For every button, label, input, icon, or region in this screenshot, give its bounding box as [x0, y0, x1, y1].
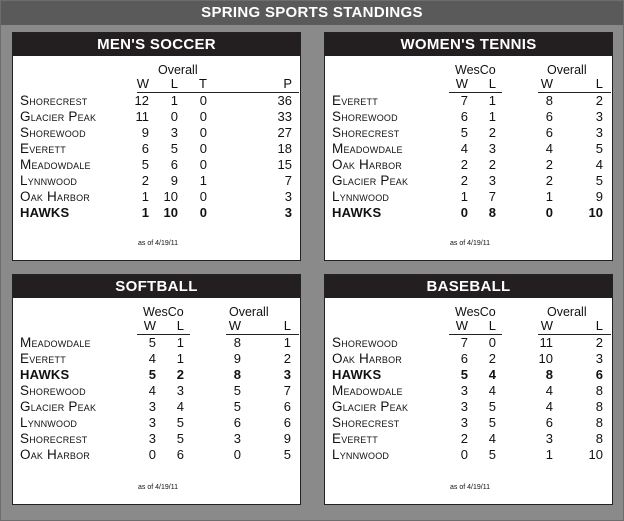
team-name: Shorewood — [332, 335, 398, 350]
stat-cell: 5 — [233, 399, 241, 414]
stat-cell: 0 — [233, 447, 241, 462]
panel-title: SOFTBALL — [13, 275, 300, 298]
stat-cell: 4 — [488, 383, 496, 398]
stat-cell: 8 — [595, 431, 603, 446]
stat-cell: 27 — [277, 125, 292, 140]
team-name: Lynnwood — [332, 189, 390, 204]
stat-cell: 8 — [233, 335, 241, 350]
stat-cell: 1 — [488, 109, 496, 124]
team-name: Shorewood — [20, 383, 86, 398]
team-name: Meadowdale — [20, 157, 91, 172]
column-header: L — [170, 76, 178, 91]
team-name: Oak Harbor — [20, 447, 91, 462]
column-header: L — [595, 76, 603, 91]
stat-cell: 4 — [488, 431, 496, 446]
stat-cell: 6 — [545, 415, 553, 430]
panel-mens-soccer — [12, 32, 301, 261]
stat-cell: 1 — [176, 335, 184, 350]
table-row — [325, 141, 612, 157]
column-header: T — [199, 76, 207, 91]
stat-cell: 8 — [595, 399, 603, 414]
stat-cell: 5 — [460, 367, 468, 382]
stat-cell: 3 — [545, 431, 553, 446]
column-header: W — [540, 318, 553, 333]
column-header: W — [143, 318, 156, 333]
stat-cell: 11 — [135, 109, 149, 124]
standings-table — [13, 56, 300, 260]
stat-cell: 0 — [170, 109, 178, 124]
stat-cell: 7 — [284, 173, 292, 188]
stat-cell: 2 — [141, 173, 149, 188]
stat-cell: 10 — [588, 447, 603, 462]
stat-cell: 2 — [488, 125, 496, 140]
team-name: Shorecrest — [332, 415, 400, 430]
team-name: HAWKS — [332, 367, 382, 382]
stat-cell: 10 — [163, 189, 178, 204]
table-row — [13, 335, 300, 351]
stat-cell: 5 — [176, 415, 184, 430]
stat-cell: 7 — [460, 93, 468, 108]
team-name: Lynnwood — [20, 173, 78, 188]
table-row — [13, 351, 300, 367]
team-name: Glacier Peak — [20, 399, 97, 414]
stat-cell: 4 — [545, 399, 553, 414]
stat-cell: 5 — [148, 335, 156, 350]
panel-title: MEN'S SOCCER — [13, 33, 300, 56]
table-row — [325, 399, 612, 415]
table-row — [325, 383, 612, 399]
table-row — [325, 109, 612, 125]
table-row — [13, 109, 300, 125]
stat-cell: 1 — [199, 173, 207, 188]
stat-cell: 2 — [595, 93, 603, 108]
stat-cell: 4 — [545, 141, 553, 156]
column-group-header: Overall — [158, 63, 198, 77]
stat-cell: 1 — [170, 93, 178, 108]
stat-cell: 3 — [148, 431, 156, 446]
table-row — [325, 93, 612, 109]
team-name: Everett — [20, 141, 66, 156]
team-name: Shorewood — [20, 125, 86, 140]
stat-cell: 4 — [148, 351, 156, 366]
table-row — [13, 205, 300, 221]
table-row — [325, 157, 612, 173]
stat-cell: 3 — [460, 383, 468, 398]
stat-cell: 4 — [460, 141, 468, 156]
standings-table — [13, 298, 300, 504]
team-name: Lynnwood — [20, 415, 78, 430]
table-row — [13, 447, 300, 463]
team-name: Shorecrest — [20, 431, 88, 446]
table-row — [325, 335, 612, 351]
stat-cell: 0 — [488, 335, 496, 350]
table-row — [13, 173, 300, 189]
table-row — [13, 189, 300, 205]
team-name: Everett — [332, 431, 378, 446]
team-name: HAWKS — [20, 367, 70, 382]
table-row — [13, 431, 300, 447]
stat-cell: 4 — [595, 157, 603, 172]
stat-cell: 2 — [460, 157, 468, 172]
stat-cell: 12 — [134, 93, 149, 108]
column-header: L — [488, 318, 496, 333]
stat-cell: 2 — [176, 367, 184, 382]
stat-cell: 4 — [545, 383, 553, 398]
stat-cell: 2 — [545, 173, 553, 188]
stat-cell: 0 — [199, 109, 207, 124]
stat-cell: 3 — [284, 205, 292, 220]
stat-cell: 6 — [170, 157, 178, 172]
stat-cell: 3 — [283, 367, 291, 382]
stat-cell: 1 — [460, 189, 468, 204]
stat-cell: 3 — [460, 399, 468, 414]
stat-cell: 6 — [545, 109, 553, 124]
stat-cell: 2 — [545, 157, 553, 172]
stat-cell: 11 — [539, 335, 553, 350]
stat-cell: 3 — [170, 125, 178, 140]
stat-cell: 7 — [283, 383, 291, 398]
stat-cell: 9 — [170, 173, 178, 188]
stat-cell: 5 — [488, 447, 496, 462]
stat-cell: 6 — [595, 367, 603, 382]
stat-cell: 6 — [176, 447, 184, 462]
column-group-header: WesCo — [455, 63, 496, 77]
table-row — [325, 447, 612, 463]
stat-cell: 5 — [170, 141, 178, 156]
stat-cell: 10 — [538, 351, 553, 366]
stat-cell: 5 — [488, 415, 496, 430]
stat-cell: 0 — [199, 157, 207, 172]
column-header: W — [540, 76, 553, 91]
column-header: W — [455, 76, 468, 91]
stat-cell: 2 — [460, 431, 468, 446]
stat-cell: 4 — [148, 383, 156, 398]
team-name: Meadowdale — [20, 335, 91, 350]
stat-cell: 5 — [595, 141, 603, 156]
stat-cell: 8 — [233, 367, 241, 382]
stat-cell: 8 — [595, 415, 603, 430]
stat-cell: 9 — [283, 431, 291, 446]
stat-cell: 3 — [595, 125, 603, 140]
column-header: L — [488, 76, 496, 91]
table-row — [13, 383, 300, 399]
stat-cell: 5 — [141, 157, 149, 172]
stat-cell: 4 — [176, 399, 184, 414]
table-row — [13, 93, 300, 109]
stat-cell: 0 — [460, 447, 468, 462]
column-group-header: Overall — [229, 305, 269, 319]
team-name: Oak Harbor — [332, 351, 403, 366]
stat-cell: 1 — [141, 205, 149, 220]
column-group-header: Overall — [547, 63, 587, 77]
stat-cell: 0 — [460, 205, 468, 220]
stat-cell: 5 — [148, 367, 156, 382]
table-row — [325, 189, 612, 205]
stat-cell: 6 — [283, 415, 291, 430]
standings-table — [325, 298, 612, 504]
stat-cell: 6 — [460, 109, 468, 124]
team-name: Meadowdale — [332, 383, 403, 398]
stat-cell: 6 — [233, 415, 241, 430]
team-name: Meadowdale — [332, 141, 403, 156]
stat-cell: 2 — [283, 351, 291, 366]
table-row — [325, 173, 612, 189]
standings-table — [325, 56, 612, 260]
team-name: Oak Harbor — [20, 189, 91, 204]
stat-cell: 5 — [488, 399, 496, 414]
column-header: L — [283, 318, 291, 333]
column-header: L — [176, 318, 184, 333]
stat-cell: 2 — [460, 173, 468, 188]
stat-cell: 1 — [283, 335, 291, 350]
stat-cell: 5 — [176, 431, 184, 446]
stat-cell: 1 — [176, 351, 184, 366]
stat-cell: 3 — [595, 351, 603, 366]
panel-softball — [12, 274, 301, 505]
stat-cell: 10 — [163, 205, 178, 220]
column-group-header: Overall — [547, 305, 587, 319]
stat-cell: 2 — [595, 335, 603, 350]
stat-cell: 8 — [545, 367, 553, 382]
stat-cell: 7 — [460, 335, 468, 350]
as-of-date: as of 4/19/11 — [138, 240, 178, 247]
team-name: Everett — [332, 93, 378, 108]
stat-cell: 9 — [141, 125, 149, 140]
as-of-date: as of 4/19/11 — [138, 484, 178, 491]
table-row — [13, 157, 300, 173]
stat-cell: 3 — [148, 415, 156, 430]
stat-cell: 3 — [176, 383, 184, 398]
stat-cell: 8 — [595, 383, 603, 398]
table-row — [325, 351, 612, 367]
stat-cell: 3 — [488, 173, 496, 188]
team-name: Shorecrest — [332, 125, 400, 140]
table-row — [13, 367, 300, 383]
table-row — [325, 367, 612, 383]
stat-cell: 3 — [460, 415, 468, 430]
column-header: W — [455, 318, 468, 333]
stat-cell: 5 — [233, 383, 241, 398]
page-title: SPRING SPORTS STANDINGS — [1, 1, 623, 25]
table-row — [325, 205, 612, 221]
column-group-header: WesCo — [143, 305, 184, 319]
team-name: HAWKS — [20, 205, 70, 220]
stat-cell: 0 — [199, 141, 207, 156]
column-group-header: WesCo — [455, 305, 496, 319]
stat-cell: 15 — [277, 157, 292, 172]
panel-baseball — [324, 274, 613, 505]
stat-cell: 33 — [277, 109, 292, 124]
stat-cell: 5 — [595, 173, 603, 188]
team-name: Lynnwood — [332, 447, 390, 462]
stat-cell: 8 — [545, 93, 553, 108]
stat-cell: 0 — [148, 447, 156, 462]
stat-cell: 3 — [488, 141, 496, 156]
table-row — [13, 399, 300, 415]
stat-cell: 3 — [284, 189, 292, 204]
stat-cell: 5 — [283, 447, 291, 462]
column-header: P — [283, 76, 292, 91]
table-row — [13, 141, 300, 157]
stat-cell: 9 — [595, 189, 603, 204]
team-name: Everett — [20, 351, 66, 366]
stat-cell: 1 — [488, 93, 496, 108]
stat-cell: 6 — [460, 351, 468, 366]
stat-cell: 3 — [595, 109, 603, 124]
table-row — [325, 415, 612, 431]
stat-cell: 9 — [233, 351, 241, 366]
stat-cell: 8 — [488, 205, 496, 220]
as-of-date: as of 4/19/11 — [450, 484, 490, 491]
stat-cell: 6 — [141, 141, 149, 156]
column-header: W — [136, 76, 149, 91]
stat-cell: 36 — [277, 93, 292, 108]
team-name: Oak Harbor — [332, 157, 403, 172]
stat-cell: 0 — [545, 205, 553, 220]
as-of-date: as of 4/19/11 — [450, 240, 490, 247]
column-header: L — [595, 318, 603, 333]
stat-cell: 1 — [141, 189, 149, 204]
stat-cell: 0 — [199, 125, 207, 140]
team-name: Glacier Peak — [20, 109, 97, 124]
team-name: Shorecrest — [20, 93, 88, 108]
column-header: W — [228, 318, 241, 333]
table-row — [13, 125, 300, 141]
team-name: Glacier Peak — [332, 173, 409, 188]
team-name: Glacier Peak — [332, 399, 409, 414]
stat-cell: 10 — [588, 205, 603, 220]
stat-cell: 3 — [233, 431, 241, 446]
panel-title: WOMEN'S TENNIS — [325, 33, 612, 56]
panel-womens-tennis — [324, 32, 613, 261]
stat-cell: 18 — [277, 141, 292, 156]
stat-cell: 2 — [488, 351, 496, 366]
table-row — [325, 125, 612, 141]
stat-cell: 7 — [488, 189, 496, 204]
stat-cell: 0 — [199, 189, 207, 204]
stat-cell: 0 — [199, 205, 207, 220]
team-name: HAWKS — [332, 205, 382, 220]
table-row — [13, 415, 300, 431]
panel-title: BASEBALL — [325, 275, 612, 298]
stat-cell: 6 — [283, 399, 291, 414]
stat-cell: 0 — [199, 93, 207, 108]
stat-cell: 1 — [545, 447, 553, 462]
stat-cell: 4 — [488, 367, 496, 382]
stat-cell: 6 — [545, 125, 553, 140]
stat-cell: 3 — [148, 399, 156, 414]
stat-cell: 5 — [460, 125, 468, 140]
stat-cell: 1 — [545, 189, 553, 204]
stat-cell: 2 — [488, 157, 496, 172]
team-name: Shorewood — [332, 109, 398, 124]
table-row — [325, 431, 612, 447]
